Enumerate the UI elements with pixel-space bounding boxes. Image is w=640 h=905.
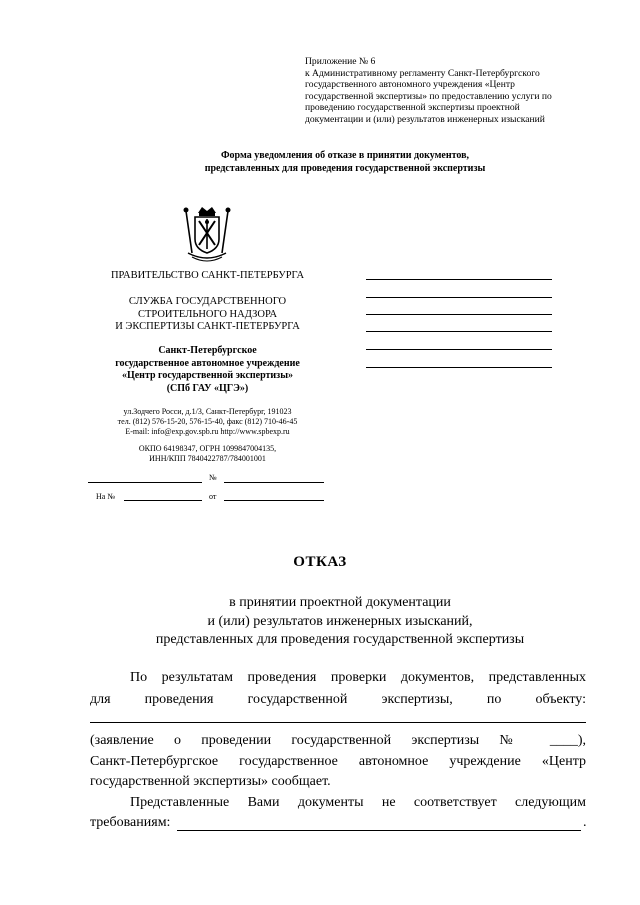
institution-line: государственное автономное учреждение: [115, 357, 300, 369]
government-name: ПРАВИТЕЛЬСТВО САНКТ-ПЕТЕРБУРГА: [110, 270, 305, 281]
object-field[interactable]: [90, 722, 586, 723]
codes-block: [80, 444, 335, 464]
appendix-line: государственной экспертизы» по предоставлению услуги по: [305, 90, 552, 102]
appendix-line: государственного автономного учреждения «Центр: [305, 79, 515, 91]
body-paragraph-line: (заявление о проведении государственной экспертизы № ____),: [90, 733, 586, 748]
appendix-line: документации и (или) результатов инженерных изысканий: [305, 113, 545, 125]
on-number-label: На №: [96, 492, 115, 501]
address-line: тел. (812) 576-15-20, 576-15-40, факс (812) 710-46-45: [117, 417, 298, 426]
address-line: ул.Зодчего Росси, д.1/3, Санкт-Петербург, 191023: [123, 407, 292, 416]
addressee-line[interactable]: [366, 331, 552, 332]
service-line: СЛУЖБА ГОСУДАРСТВЕННОГО: [128, 296, 287, 307]
addressee-line[interactable]: [366, 349, 552, 350]
codes-line: ИНН/КПП 7840422787/784001001: [149, 454, 266, 463]
institution-line: «Центр государственной экспертизы»: [121, 370, 294, 381]
addressee-line[interactable]: [366, 297, 552, 298]
body-paragraph-line: По результатам проведения проверки документов, представленных: [130, 670, 586, 685]
spb-coat-of-arms-icon: [178, 205, 236, 267]
requirements-field[interactable]: [177, 830, 581, 831]
subtitle-line: и (или) результатов инженерных изысканий,: [207, 613, 473, 629]
number-sign: №: [209, 473, 217, 482]
outgoing-date-field[interactable]: [88, 482, 202, 483]
requirements-period: .: [583, 815, 587, 830]
codes-line: ОКПО 64198347, ОГРН 1099847004135,: [138, 444, 277, 453]
appendix-line: проведению государственной экспертизы проектной: [305, 102, 520, 114]
body-paragraph-line: для проведения государственной экспертизы, по объекту:: [90, 692, 586, 707]
service-line: СТРОИТЕЛЬНОГО НАДЗОРА: [137, 308, 278, 320]
appendix-line: Приложение № 6: [305, 56, 376, 67]
addressee-line[interactable]: [366, 367, 552, 368]
address-line: E-mail: info@exp.gov.spb.ru http://www.spbexp.ru: [125, 427, 290, 436]
institution-line: Санкт-Петербургское: [158, 345, 257, 356]
addressee-line[interactable]: [366, 314, 552, 315]
from-label: от: [209, 492, 217, 501]
address-block: [80, 407, 335, 437]
outgoing-number-field[interactable]: [224, 482, 324, 483]
form-title-line: Форма уведомления об отказе в принятии документов,: [220, 150, 470, 161]
document-heading: ОТКАЗ: [293, 554, 347, 570]
incoming-date-field[interactable]: [224, 500, 324, 501]
appendix-line: к Административному регламенту Санкт-Петербургского: [305, 67, 540, 79]
institution-line: (СПб ГАУ «ЦГЭ»): [166, 382, 249, 394]
addressee-line[interactable]: [366, 279, 552, 280]
service-name: [80, 296, 335, 334]
body-paragraph-line: государственной экспертизы» сообщает.: [90, 774, 331, 789]
document-subtitle: [100, 594, 580, 650]
requirements-label: требованиям:: [90, 815, 171, 830]
subtitle-line: в принятии проектной документации: [229, 595, 451, 610]
incoming-number-field[interactable]: [124, 500, 202, 501]
appendix-note: [305, 56, 605, 126]
institution-name: [80, 345, 335, 395]
body-paragraph-line: Санкт-Петербургское государственное автономное учреждение «Центр: [90, 754, 586, 769]
form-title: [150, 150, 540, 175]
form-title-line: представленных для проведения государственной экспертизы: [204, 162, 486, 174]
subtitle-line: представленных для проведения государственной экспертизы: [155, 632, 525, 647]
service-line: И ЭКСПЕРТИЗЫ САНКТ-ПЕТЕРБУРГА: [115, 321, 300, 332]
body-paragraph-line: Представленные Вами документы не соответствует следующим: [130, 795, 586, 810]
